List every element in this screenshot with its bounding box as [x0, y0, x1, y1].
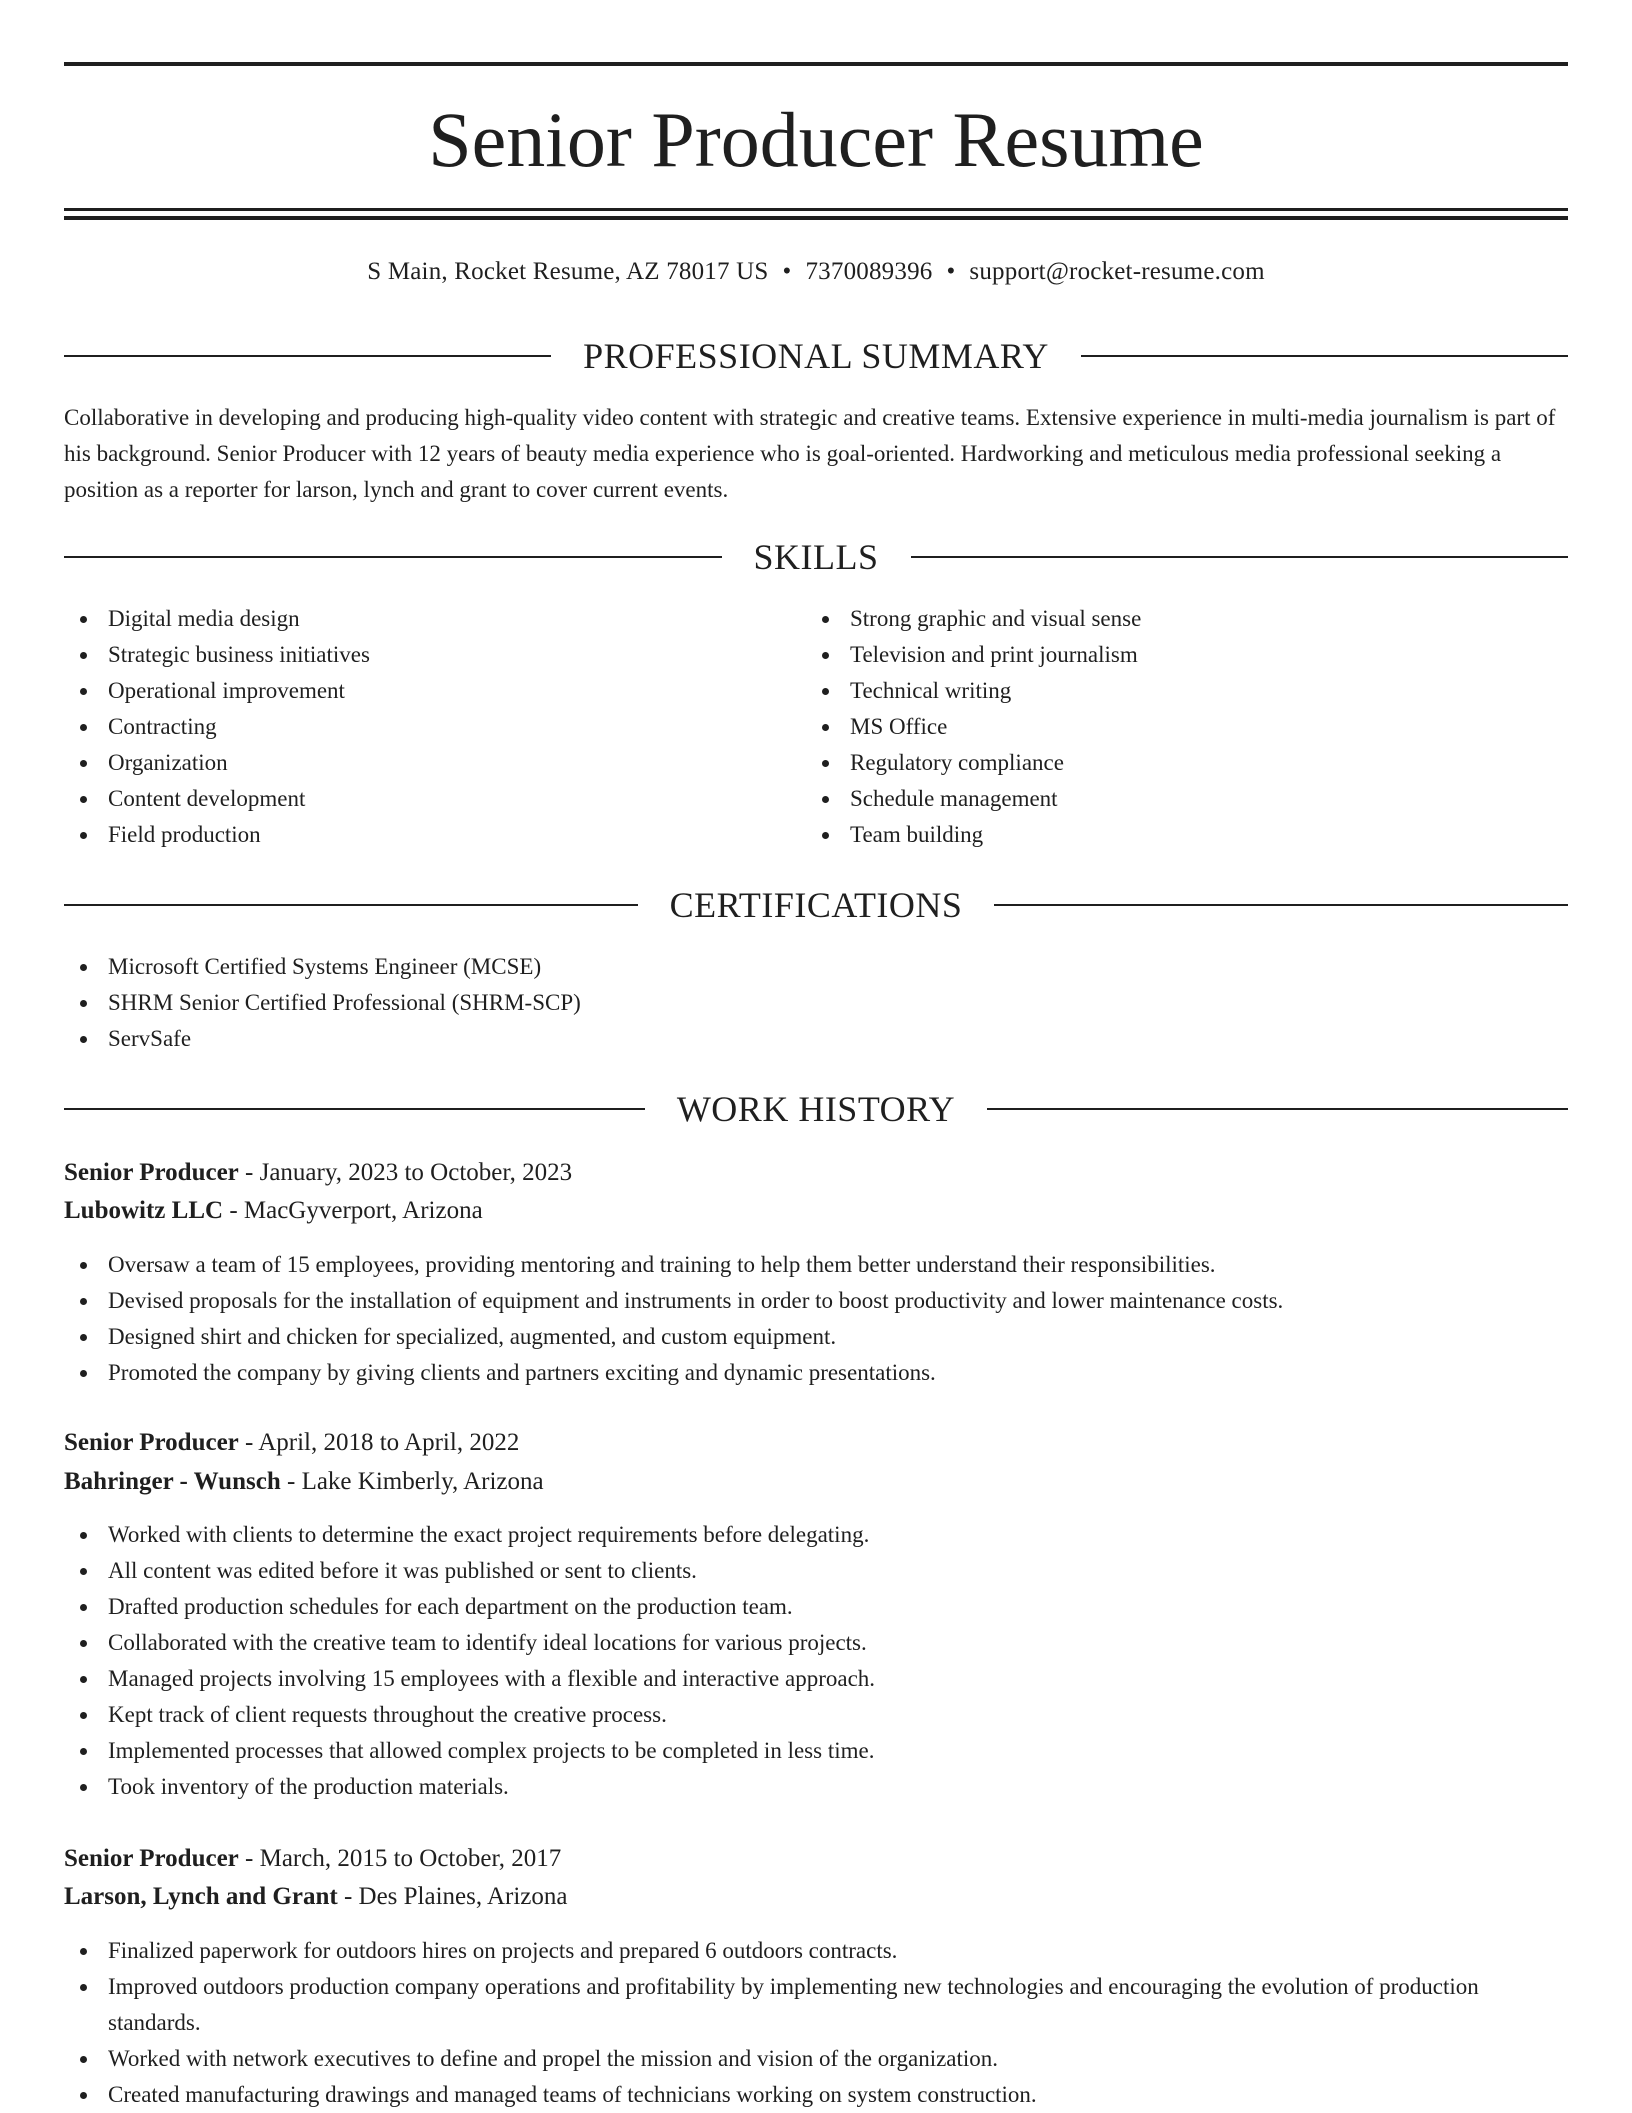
- job-bullet-item: Promoted the company by giving clients and partners exciting and dynamic presentations.: [64, 1355, 1568, 1391]
- job-bullet-item: All content was edited before it was published or sent to clients.: [64, 1553, 1568, 1589]
- job-title: Senior Producer: [64, 1159, 239, 1186]
- job-company: Larson, Lynch and Grant: [64, 1883, 338, 1910]
- certification-item: Microsoft Certified Systems Engineer (MCSE): [64, 949, 1568, 985]
- job-bullet-item: Finalized paperwork for outdoors hires on projects and prepared 6 outdoors contracts.: [64, 1933, 1544, 1969]
- job-location: MacGyverport, Arizona: [243, 1197, 483, 1224]
- contact-email: support@rocket-resume.com: [969, 258, 1265, 285]
- dash: -: [229, 1197, 238, 1224]
- title-rule-thin: [64, 208, 1568, 211]
- skill-item: Operational improvement: [64, 673, 804, 709]
- summary-text: Collaborative in developing and producing high-quality video content with strategic and creative teams. Extensive experience in multi-media journalism is part of his background. Senior Producer with 12 years of beauty media experience who is goal-oriented. Hardworking and meticulous media professional seeking a position as a reporter for larson, lynch and grant to cover current events.: [64, 405, 1556, 502]
- heading-rule-left: [64, 904, 638, 906]
- skill-item: Strong graphic and visual sense: [806, 601, 1546, 637]
- job-bullets: [64, 1933, 1544, 2113]
- skill-item: Field production: [64, 817, 804, 853]
- dash: -: [343, 1883, 353, 1910]
- dash: -: [245, 1429, 254, 1456]
- contact-separator: •: [946, 258, 956, 285]
- job-bullet-item: Worked with network executives to define and propel the mission and vision of the organization.: [64, 2041, 1544, 2077]
- top-rule: [64, 62, 1568, 66]
- skills-heading: [64, 535, 1568, 579]
- heading-rule-right: [994, 904, 1568, 906]
- job-dates: March, 2015 to October, 2017: [259, 1845, 562, 1872]
- dash: -: [286, 1468, 296, 1495]
- job-bullets: [64, 1247, 1568, 1391]
- skill-item: Strategic business initiatives: [64, 637, 804, 673]
- contact-line: [64, 254, 1568, 290]
- certifications-heading: [64, 883, 1568, 927]
- job-company-line: [64, 1878, 1568, 1916]
- job-bullet-item: Created manufacturing drawings and managed teams of technicians working on system construction.: [64, 2077, 1544, 2113]
- dash: -: [245, 1159, 254, 1186]
- job-title-line: [64, 1840, 1568, 1878]
- certifications-list: [64, 949, 1568, 1057]
- job-bullets: [64, 1517, 1568, 1805]
- skills-heading-label: SKILLS: [753, 537, 879, 577]
- job-dates: January, 2023 to October, 2023: [259, 1159, 573, 1186]
- heading-rule-right: [987, 1108, 1568, 1110]
- job-company-line: [64, 1463, 1568, 1501]
- certifications-heading-label: CERTIFICATIONS: [669, 885, 963, 925]
- job-bullet-item: Collaborated with the creative team to identify ideal locations for various projects.: [64, 1625, 1568, 1661]
- job-company: Lubowitz LLC: [64, 1197, 224, 1224]
- work-history-heading: [64, 1087, 1568, 1131]
- title-rule-thick: [64, 216, 1568, 220]
- skill-item: MS Office: [806, 709, 1546, 745]
- job-bullet-item: Devised proposals for the installation of equipment and instruments in order to boost productivity and lower maintenance costs.: [64, 1283, 1568, 1319]
- skill-item: Organization: [64, 745, 804, 781]
- job-bullet-item: Kept track of client requests throughout the creative process.: [64, 1697, 1568, 1733]
- job-bullet-item: Managed projects involving 15 employees with a flexible and interactive approach.: [64, 1661, 1568, 1697]
- job-location: Lake Kimberly, Arizona: [301, 1468, 544, 1495]
- job-bullet-item: Designed shirt and chicken for specialized, augmented, and custom equipment.: [64, 1319, 1568, 1355]
- job-title: Senior Producer: [64, 1845, 239, 1872]
- job-bullet-item: Oversaw a team of 15 employees, providing mentoring and training to help them better understand their responsibilities.: [64, 1247, 1568, 1283]
- skill-item: Television and print journalism: [806, 637, 1546, 673]
- job-title: Senior Producer: [64, 1429, 239, 1456]
- certification-item: ServSafe: [64, 1021, 1568, 1057]
- job-bullet-item: Improved outdoors production company operations and profitability by implementing new technologies and encouraging the evolution of production standards.: [64, 1969, 1544, 2041]
- skills-list-right: [806, 601, 1546, 853]
- skill-item: Schedule management: [806, 781, 1546, 817]
- job-company-line: [64, 1192, 1568, 1230]
- summary-heading: [64, 334, 1568, 378]
- job-bullet-item: Drafted production schedules for each department on the production team.: [64, 1589, 1568, 1625]
- skills-list-left: [64, 601, 804, 853]
- job-company: Bahringer - Wunsch: [64, 1468, 281, 1495]
- heading-rule-right: [911, 556, 1569, 558]
- heading-rule-left: [64, 556, 722, 558]
- job-bullet-item: Worked with clients to determine the exact project requirements before delegating.: [64, 1517, 1568, 1553]
- heading-rule-right: [1081, 355, 1568, 357]
- job-title-line: [64, 1154, 1568, 1192]
- skill-item: Content development: [64, 781, 804, 817]
- job-title-line: [64, 1424, 1568, 1462]
- summary-heading-label: PROFESSIONAL SUMMARY: [583, 336, 1049, 376]
- job-bullet-item: Implemented processes that allowed complex projects to be completed in less time.: [64, 1733, 1568, 1769]
- heading-rule-left: [64, 355, 551, 357]
- skill-item: Team building: [806, 817, 1546, 853]
- job-dates: April, 2018 to April, 2022: [258, 1429, 520, 1456]
- job-bullet-item: Took inventory of the production materials.: [64, 1769, 1568, 1805]
- dash: -: [245, 1845, 254, 1872]
- heading-rule-left: [64, 1108, 645, 1110]
- skill-item: Technical writing: [806, 673, 1546, 709]
- skill-item: Contracting: [64, 709, 804, 745]
- work-history-heading-label: WORK HISTORY: [676, 1089, 956, 1129]
- skill-item: Digital media design: [64, 601, 804, 637]
- page-title: Senior Producer Resume: [428, 96, 1204, 183]
- job-location: Des Plaines, Arizona: [358, 1883, 568, 1910]
- contact-address: S Main, Rocket Resume, AZ 78017 US: [367, 258, 769, 285]
- certification-item: SHRM Senior Certified Professional (SHRM-SCP): [64, 985, 1568, 1021]
- contact-phone: 7370089396: [805, 258, 933, 285]
- skill-item: Regulatory compliance: [806, 745, 1546, 781]
- contact-separator: •: [782, 258, 792, 285]
